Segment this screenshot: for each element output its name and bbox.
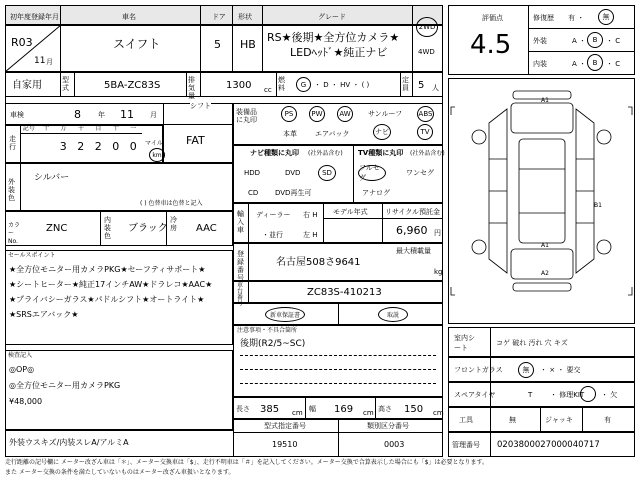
fuel-options: ・ D ・ HV ・ ( ) [314, 81, 370, 89]
drive-2wd: 2WD [418, 23, 436, 31]
spare-tire-t: T [528, 391, 533, 399]
interior-grade-c: ・ C [606, 60, 621, 68]
import-left-hand: 左 H [303, 231, 318, 239]
shape: HB [240, 38, 256, 51]
class-number: 0003 [384, 440, 405, 449]
manual: 取説 [386, 312, 399, 319]
windshield-none-circle [518, 362, 534, 378]
equip-aw-text: AW [339, 110, 351, 118]
doors: 5 [214, 38, 221, 51]
mileage-header-cell: 万 [60, 125, 67, 132]
equip-aw [337, 106, 353, 122]
tools-label: 工具 [459, 416, 473, 424]
mileage-digit: 0 [129, 140, 137, 153]
length-value: 385 [260, 404, 280, 415]
nav-hdd: HDD [244, 169, 261, 177]
mileage-unit-km: km [152, 151, 162, 159]
type-number-label: 型式指定番号 [264, 422, 306, 430]
mileage-digits [37, 140, 142, 160]
diagram-mark: A2 [541, 270, 549, 277]
notes-value: 後期(R2/5~SC) [240, 339, 306, 349]
jack-label: ジャッキ [545, 416, 573, 424]
use-type: 自家用 [12, 80, 42, 91]
recycle-value: 6,960 [396, 224, 428, 237]
diagram-mark: A1 [541, 97, 549, 104]
equip-ps [281, 106, 297, 122]
mileage-unit-mile: マイル [145, 140, 163, 147]
mileage-header-cell: 一 [130, 125, 137, 132]
inspection-year-unit: 年 [98, 111, 105, 119]
exterior-grade-a: A ・ [572, 37, 587, 45]
cc-unit: cc [264, 86, 272, 94]
height-value: 150 [404, 404, 424, 415]
drive-2wd-circle [416, 17, 438, 37]
new-car-warranty: 新車保証書 [269, 312, 300, 319]
mileage-header [20, 125, 142, 133]
import-dealer: ディーラー [256, 211, 291, 219]
color-no: ZNC [46, 223, 68, 234]
car-diagram [449, 79, 634, 323]
car-name-label: 車名 [122, 13, 136, 21]
inspection-month: 11 [120, 108, 134, 121]
diagram-mark: A1 [541, 242, 549, 249]
new-car-warranty-circle [265, 307, 305, 322]
interior-seat-items: コゲ 破れ 汚れ 穴 キズ [496, 339, 568, 347]
spare-tire-kit-circle [580, 386, 596, 402]
first-reg-label: 初年度登録年月 [10, 13, 59, 21]
equip-sunroof: サンルーフ [368, 110, 403, 118]
fuel-gasoline: G [300, 80, 307, 89]
equip-abs-text: ABS [418, 110, 433, 118]
jack-value: 有 [604, 416, 611, 424]
max-load-label: 最大積載量 [396, 247, 431, 255]
scratch-summary: 外装ウスキズ/内装スレA/アルミA [9, 438, 129, 447]
grade-line1: RS★後期★全方位カメラ★ [267, 31, 400, 44]
recycle-label: リサイクル預託金 [385, 208, 441, 216]
tv-type-note: (社外品含む) [410, 150, 445, 157]
grade-line2: LEDﾍｯﾄﾞ★純正ナビ [290, 46, 388, 59]
sales-point-line: ★全方位モニター用カメラPKG★セーフティサポート★ [9, 265, 206, 274]
first-reg-era: R03 [11, 36, 33, 49]
doors-label: ドア [212, 13, 226, 21]
windshield-label: フロントガラス [454, 366, 503, 374]
shift-label: シフト [190, 102, 211, 110]
interior-color-label: 内装色 [104, 216, 111, 240]
model: 5BA-ZC83S [104, 80, 161, 91]
interior-grade-b: B [592, 58, 598, 67]
spare-tire-kit: ・ 修理KIT [550, 391, 585, 399]
import-parallel: ・並行 [262, 231, 283, 239]
sales-point-line: ★シートヒーター★純正17インチAW★ドラレコ★AAC★ [9, 280, 213, 289]
nav-cd: CD [248, 189, 259, 197]
mileage-digit: 0 [112, 140, 120, 153]
notes-box [233, 325, 443, 397]
restore-yes: 有 ・ [568, 14, 585, 22]
model-row [5, 72, 443, 97]
restore-none-circle [598, 9, 614, 25]
restore-label: 修復歴 [533, 14, 554, 22]
interior-seat-label: 室内シート [454, 334, 475, 352]
equip-tv-text: TV [420, 128, 430, 136]
drive-4wd: 4WD [418, 48, 435, 56]
max-load-unit: kg [434, 268, 443, 276]
length-label: 長さ [236, 405, 250, 413]
equip-navi [373, 124, 391, 140]
interior-grade-b-circle [587, 54, 603, 71]
equip-abs [417, 106, 434, 122]
inspector-notes-label: 検査記入 [8, 352, 33, 359]
height-label: 高さ [378, 405, 392, 413]
mileage-header-cell: 十 [43, 125, 50, 132]
model-label: 型式 [62, 76, 69, 92]
interior-grade-a: A ・ [572, 60, 587, 68]
displacement-label: 排気量 [188, 76, 195, 100]
nav-type-note: (社外品含む) [308, 150, 343, 157]
notes-label: 注意事項・不具合箇所 [237, 327, 298, 334]
interior-grade-label: 内装 [533, 60, 547, 68]
mileage-label: 走行 [9, 135, 16, 151]
width-unit: cm [363, 409, 374, 417]
chassis-label: 車台番号 [237, 282, 244, 307]
equip-pw-text: PW [311, 110, 323, 118]
inspection-month-unit: 月 [150, 111, 157, 119]
capacity-unit: 人 [432, 84, 439, 92]
shape-label: 形状 [238, 13, 252, 21]
import-label: 輸入車 [237, 210, 244, 234]
mileage-digit [37, 140, 55, 160]
windshield-none: 無 [522, 366, 530, 374]
import-right-hand: 右 H [303, 211, 318, 219]
mileage-header-cell: 百 [95, 125, 102, 132]
length-unit: cm [292, 409, 303, 417]
tv-type-label: TV種類に丸印 [358, 149, 404, 157]
shift-value: FAT [186, 134, 205, 147]
fuel-label: 燃料 [278, 76, 285, 92]
first-reg-month: 11 [34, 56, 46, 66]
exterior-grade-b-circle [587, 32, 603, 48]
management-number: 0203800027000040717 [497, 440, 600, 450]
exterior-color: シルバー [34, 173, 70, 183]
score-label: 評価点 [482, 14, 503, 22]
grade-label: グレード [318, 13, 346, 21]
inspector-note-line: ◎OP◎ [9, 365, 35, 374]
exterior-grade-b: B [592, 36, 598, 44]
equip-navi-text: ナビ [375, 128, 389, 136]
nav-sd-text: SD [322, 169, 332, 177]
mileage-digit: 2 [77, 140, 85, 153]
mileage-header-cell: 十 [112, 125, 119, 132]
equipment-label: 装備品に丸印 [236, 108, 257, 124]
ac-label: 冷房 [170, 216, 177, 232]
inspection-year: 8 [74, 108, 81, 121]
exterior-grade-label: 外装 [533, 37, 547, 45]
equip-ps-text: PS [284, 110, 294, 118]
tv-oneseg: ワンセグ [406, 169, 434, 177]
color-no-label: カラーNo. [8, 222, 21, 245]
equip-tv [417, 124, 433, 140]
equip-airbag: エアバック [315, 130, 350, 138]
capacity: 5 [418, 80, 425, 91]
restore-none: 無 [602, 13, 610, 21]
nav-dvd-playback: DVD再生可 [275, 189, 312, 197]
diagram-mark: B1 [594, 202, 602, 209]
ac: AAC [196, 223, 217, 234]
width-value: 169 [334, 404, 354, 415]
inspector-note-line: ◎全方位モニター用カメラPKG [9, 381, 121, 390]
tv-fullseg-text: フルセグ [359, 164, 380, 182]
inspector-note-line: ¥48,000 [9, 397, 43, 406]
capacity-label: 定員 [402, 76, 409, 92]
class-number-label: 類別区分番号 [367, 422, 409, 430]
spare-tire-none: ・ 欠 [601, 391, 618, 399]
registration-label: 登録番号 [237, 250, 244, 282]
interior-color: ブラック [128, 223, 168, 234]
exterior-color-label: 外装色 [8, 178, 15, 202]
first-reg-month-unit: 月 [46, 58, 53, 66]
car-name: スイフト [113, 37, 161, 51]
sales-point-line: ★SRSエアバック★ [9, 310, 79, 319]
footer-line-2: また メーター交換の条件を満たしていないものはメーター改ざん車扱いとなります。 [5, 469, 235, 476]
mileage-digit: 2 [94, 140, 102, 153]
exterior-grade-c: ・ C [606, 37, 621, 45]
width-label: 幅 [309, 405, 316, 413]
equip-leather: 本革 [283, 130, 297, 138]
inspection-label: 車検 [10, 111, 24, 119]
mileage-digit: 3 [59, 140, 67, 153]
fuel-gasoline-circle [296, 77, 311, 92]
type-number: 19510 [272, 440, 298, 449]
footer-line-1: 走行距離の記号欄に メーター改ざん車は「＊」、メーター交換車は「$」、走行不明車は「＃」を記入してください。メーター交換で合算表示した場合にも「$」は必要となります。 [5, 459, 489, 466]
nav-dvd: DVD [285, 169, 301, 177]
mileage-unit-km-circle [149, 148, 165, 162]
tv-analog: アナログ [362, 189, 390, 197]
spare-tire-label: スペアタイヤ [454, 391, 496, 399]
sales-points-label: セールスポイント [8, 252, 56, 259]
nav-type-label: ナビ種類に丸印 [250, 149, 299, 157]
model-year-label: モデル年式 [333, 208, 368, 216]
chassis-number: ZC83S-410213 [307, 287, 382, 298]
nav-sd [318, 165, 336, 181]
sales-point-line: ★プライバシーガラス★パドルシフト★オートライト★ [9, 295, 205, 304]
score-value: 4.5 [470, 30, 512, 60]
tools-value: 無 [509, 416, 516, 424]
manual-circle [378, 307, 408, 322]
shift-box [163, 103, 233, 163]
height-unit: cm [433, 409, 444, 417]
mileage-header-cell: 千 [77, 125, 84, 132]
tv-fullseg [358, 165, 386, 181]
management-label: 管理番号 [452, 441, 480, 449]
exterior-color-note: ( ) 色替車は色替と記入 [140, 200, 203, 207]
recycle-unit: 円 [434, 229, 441, 237]
mileage-header-cell: 記号 [22, 125, 35, 132]
registration-number: 名古屋508さ9641 [276, 257, 361, 268]
equip-pw [309, 106, 325, 122]
displacement: 1300 [226, 80, 252, 91]
windshield-rest: ・ × ・ 要交 [540, 366, 581, 374]
